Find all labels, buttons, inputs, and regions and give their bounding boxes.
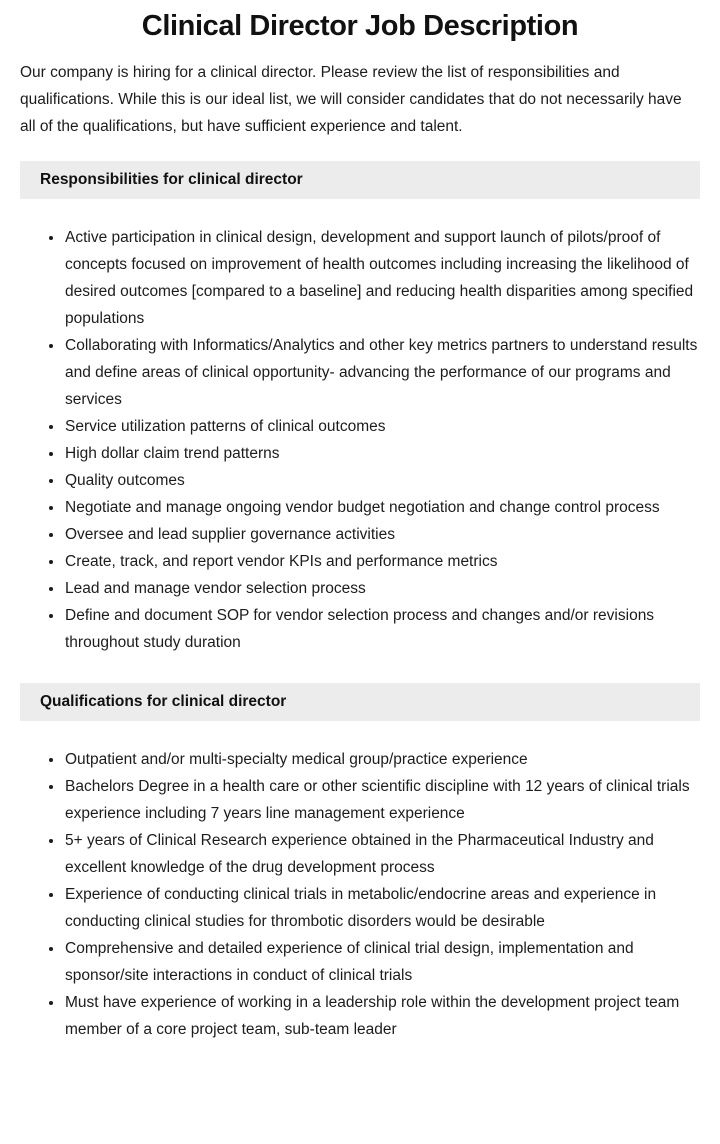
responsibilities-section-header: Responsibilities for clinical director <box>20 161 700 199</box>
list-item: • Oversee and lead supplier governance activities <box>64 521 700 548</box>
list-item: • Must have experience of working in a leadership role within the development project team member of a core project team, sub-team leader <box>64 989 700 1043</box>
list-item: • Comprehensive and detailed experience of clinical trial design, implementation and sponsor/site interactions in conduct of clinical trials <box>64 935 700 989</box>
list-item: • High dollar claim trend patterns <box>64 440 700 467</box>
list-item: • Bachelors Degree in a health care or other scientific discipline with 12 years of clinical trials experience including 7 years line management experience <box>64 773 700 827</box>
qualifications-section-header: Qualifications for clinical director <box>20 683 700 721</box>
list-item: • Lead and manage vendor selection process <box>64 575 700 602</box>
intro-paragraph: Our company is hiring for a clinical director. Please review the list of responsibilities and qualifications. While this is our ideal list, we will consider candidates that do not necessarily have all of the qualifications, but have sufficient experience and talent. <box>20 64 682 135</box>
list-item: • Active participation in clinical design, development and support launch of pilots/proof of concepts focused on improvement of health outcomes including increasing the likelihood of desired outcomes [compared to a baseline] and reducing health disparities among specified populations <box>64 224 700 332</box>
list-item: • Create, track, and report vendor KPIs and performance metrics <box>64 548 700 575</box>
page-title: Clinical Director Job Description <box>141 10 579 42</box>
list-item: • Collaborating with Informatics/Analytics and other key metrics partners to understand results and define areas of clinical opportunity- advancing the performance of our programs and services <box>64 332 700 413</box>
list-item: • Outpatient and/or multi-specialty medical group/practice experience <box>64 746 700 773</box>
list-item: • Define and document SOP for vendor selection process and changes and/or revisions throughout study duration <box>64 602 700 656</box>
responsibilities-list <box>20 224 700 656</box>
list-item: • Quality outcomes <box>64 467 700 494</box>
list-item: • Experience of conducting clinical trials in metabolic/endocrine areas and experience in conducting clinical studies for thrombotic disorders would be desirable <box>64 881 700 935</box>
list-item: • Negotiate and manage ongoing vendor budget negotiation and change control process <box>64 494 700 521</box>
qualifications-list <box>20 746 700 1043</box>
job-description-page <box>0 6 720 1144</box>
list-item: • 5+ years of Clinical Research experience obtained in the Pharmaceutical Industry and excellent knowledge of the drug development process <box>64 827 700 881</box>
list-item: • Service utilization patterns of clinical outcomes <box>64 413 700 440</box>
